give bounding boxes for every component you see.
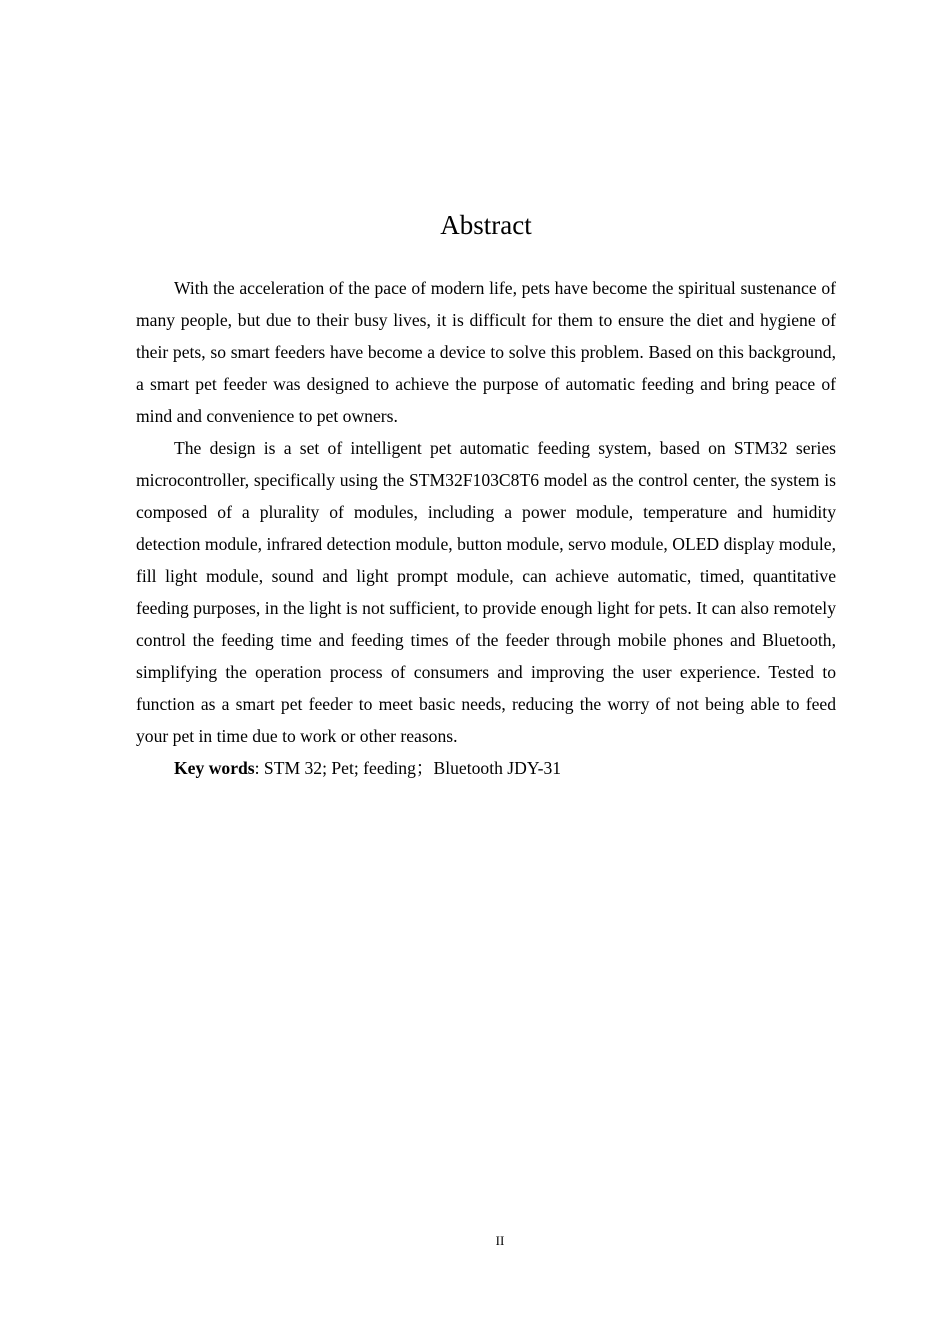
abstract-body bbox=[136, 272, 836, 784]
keywords-label: Key words bbox=[174, 758, 255, 778]
page-number: II bbox=[495, 1233, 505, 1248]
abstract-paragraph-2: The design is a set of intelligent pet automatic feeding system, based on STM32 series microcontroller, specifically using the STM32F103C8T6 model as the control center, the system is composed of a plurality of modules, including a power module, temperature and humidity detection module, infrared detection module, button module, servo module, OLED display module, fill light module, sound and light prompt module, can achieve automatic, timed, quantitative feeding purposes, in the light is not sufficient, to provide enough light for pets. It can also remotely control the feeding time and feeding times of the feeder through mobile phones and Bluetooth, simplifying the operation process of consumers and improving the user experience. Tested to function as a smart pet feeder to meet basic needs, reducing the worry of not being able to feed your pet in time due to work or other reasons. bbox=[136, 438, 836, 746]
keywords-list: : STM 32; Pet; feeding；Bluetooth JDY-31 bbox=[254, 758, 562, 778]
abstract-title: Abstract bbox=[440, 210, 532, 240]
abstract-paragraph-1: With the acceleration of the pace of modern life, pets have become the spiritual sustenance of many people, but due to their busy lives, it is difficult for them to ensure the diet and hygiene of their pets, so smart feeders have become a device to solve this problem. Based on this background, a smart pet feeder was designed to achieve the purpose of automatic feeding and bring peace of mind and convenience to pet owners. bbox=[136, 278, 836, 426]
keywords-line bbox=[136, 752, 836, 784]
